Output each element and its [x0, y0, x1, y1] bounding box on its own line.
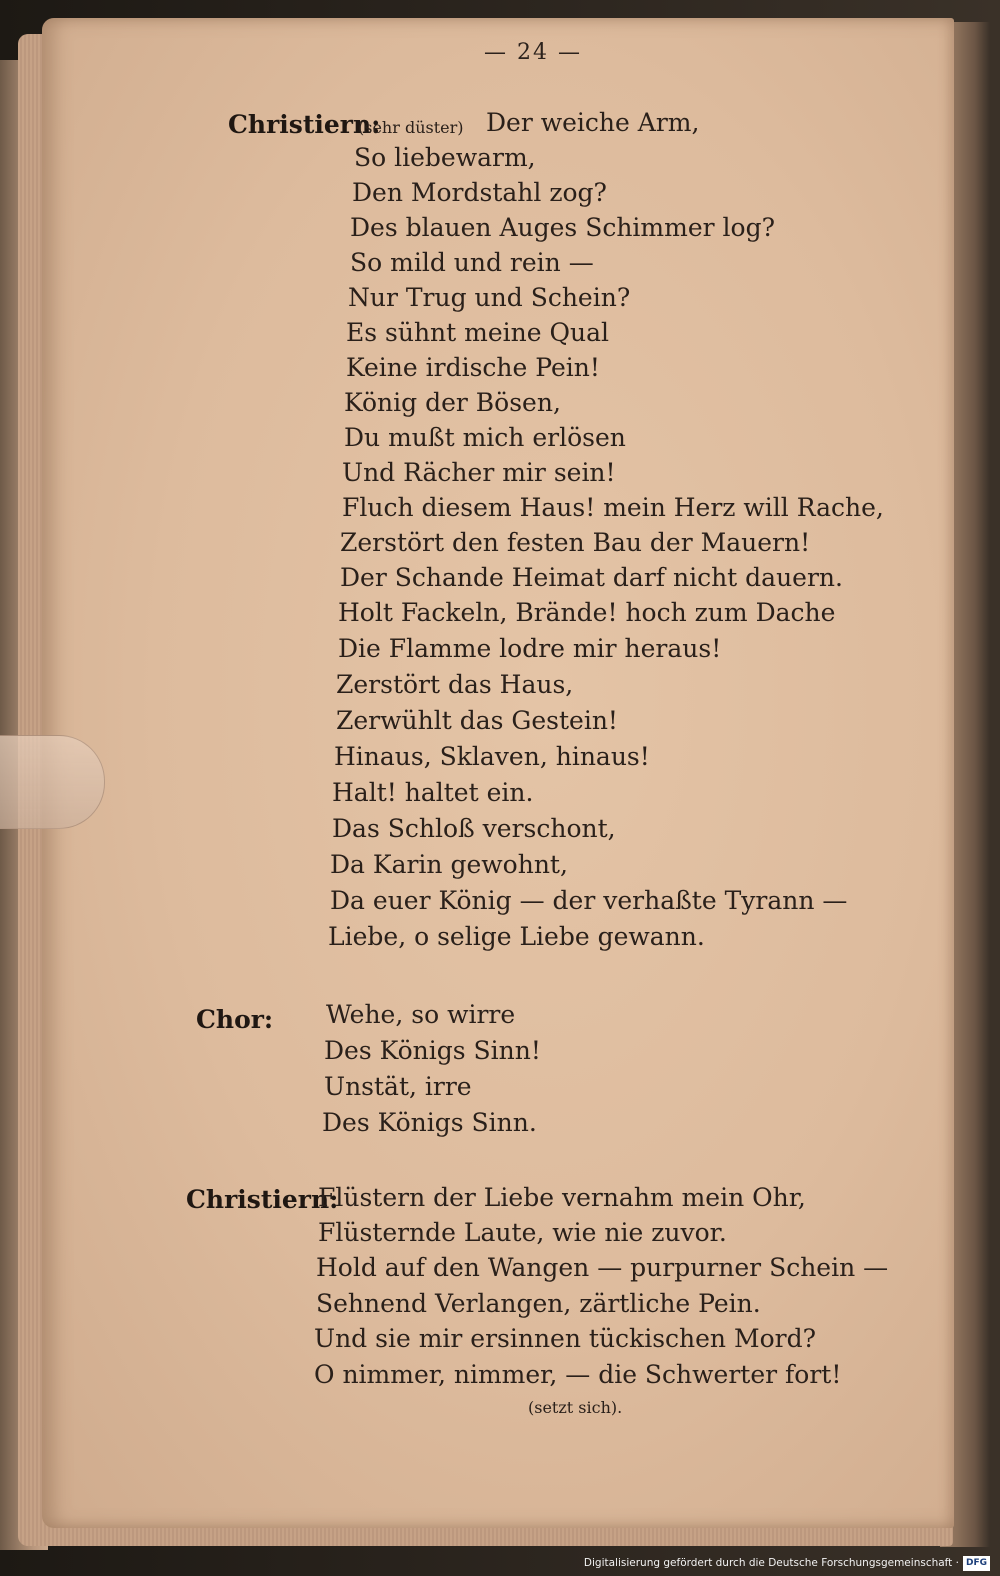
speaker-name: Chor: — [196, 1005, 274, 1034]
verse-line: Des Königs Sinn. — [322, 1108, 537, 1137]
stage-direction: (setzt sich). — [528, 1398, 623, 1417]
verse-line: Es sühnt meine Qual — [346, 318, 609, 347]
verse-line: O nimmer, nimmer, — die Schwerter fort! — [314, 1360, 842, 1389]
verse-line: Da euer König — der verhaßte Tyrann — — [330, 886, 848, 915]
verse-line: Liebe, o selige Liebe gewann. — [328, 922, 705, 951]
footer-text: Digitalisierung gefördert durch die Deutsche Forschungsgemeinschaft · — [583, 1557, 959, 1569]
verse-line: Flüsternde Laute, wie nie zuvor. — [318, 1218, 727, 1247]
page-number: — 24 — — [484, 40, 582, 65]
verse-line: Zerstört den festen Bau der Mauern! — [340, 528, 811, 557]
digitization-footer — [583, 1553, 990, 1573]
verse-line: Halt! haltet ein. — [332, 778, 534, 807]
verse-line: König der Bösen, — [344, 388, 561, 417]
verse-line: Wehe, so wirre — [326, 1000, 516, 1029]
stage-direction: (sehr düster) — [358, 118, 464, 137]
verse-line: Der weiche Arm, — [486, 108, 700, 137]
verse-line: Unstät, irre — [324, 1072, 472, 1101]
verse-line: Da Karin gewohnt, — [330, 850, 568, 879]
dfg-logo: DFG — [963, 1556, 990, 1571]
verse-line: Der Schande Heimat darf nicht dauern. — [340, 563, 843, 592]
verse-line: Nur Trug und Schein? — [348, 283, 631, 312]
verse-line: Hold auf den Wangen — purpurner Schein — — [316, 1253, 889, 1282]
verse-line: Und sie mir ersinnen tückischen Mord? — [314, 1324, 816, 1353]
verse-line: Fluch diesem Haus! mein Herz will Rache, — [342, 493, 884, 522]
verse-line: Keine irdische Pein! — [346, 353, 600, 382]
verse-line: Hinaus, Sklaven, hinaus! — [334, 742, 650, 771]
verse-line: So liebewarm, — [354, 143, 536, 172]
verse-line: So mild und rein — — [350, 248, 594, 277]
verse-line: Und Rächer mir sein! — [342, 458, 616, 487]
speaker-name: Christiern: — [186, 1185, 339, 1214]
verse-line: Zerstört das Haus, — [336, 670, 574, 699]
verse-line: Des Königs Sinn! — [324, 1036, 541, 1065]
verse-line: Den Mordstahl zog? — [352, 178, 607, 207]
page-clip — [0, 735, 105, 829]
verse-line: Das Schloß verschont, — [332, 814, 616, 843]
speaker-name: Christiern: — [228, 110, 381, 139]
verse-line: Du mußt mich erlösen — [344, 423, 626, 452]
verse-line: Des blauen Auges Schimmer log? — [350, 213, 775, 242]
verse-line: Sehnend Verlangen, zärtliche Pein. — [316, 1289, 761, 1318]
verse-line: Die Flamme lodre mir heraus! — [338, 634, 722, 663]
verse-line: Zerwühlt das Gestein! — [336, 706, 618, 735]
verse-line: Holt Fackeln, Brände! hoch zum Dache — [338, 598, 836, 627]
verse-line: Flüstern der Liebe vernahm mein Ohr, — [318, 1183, 806, 1212]
